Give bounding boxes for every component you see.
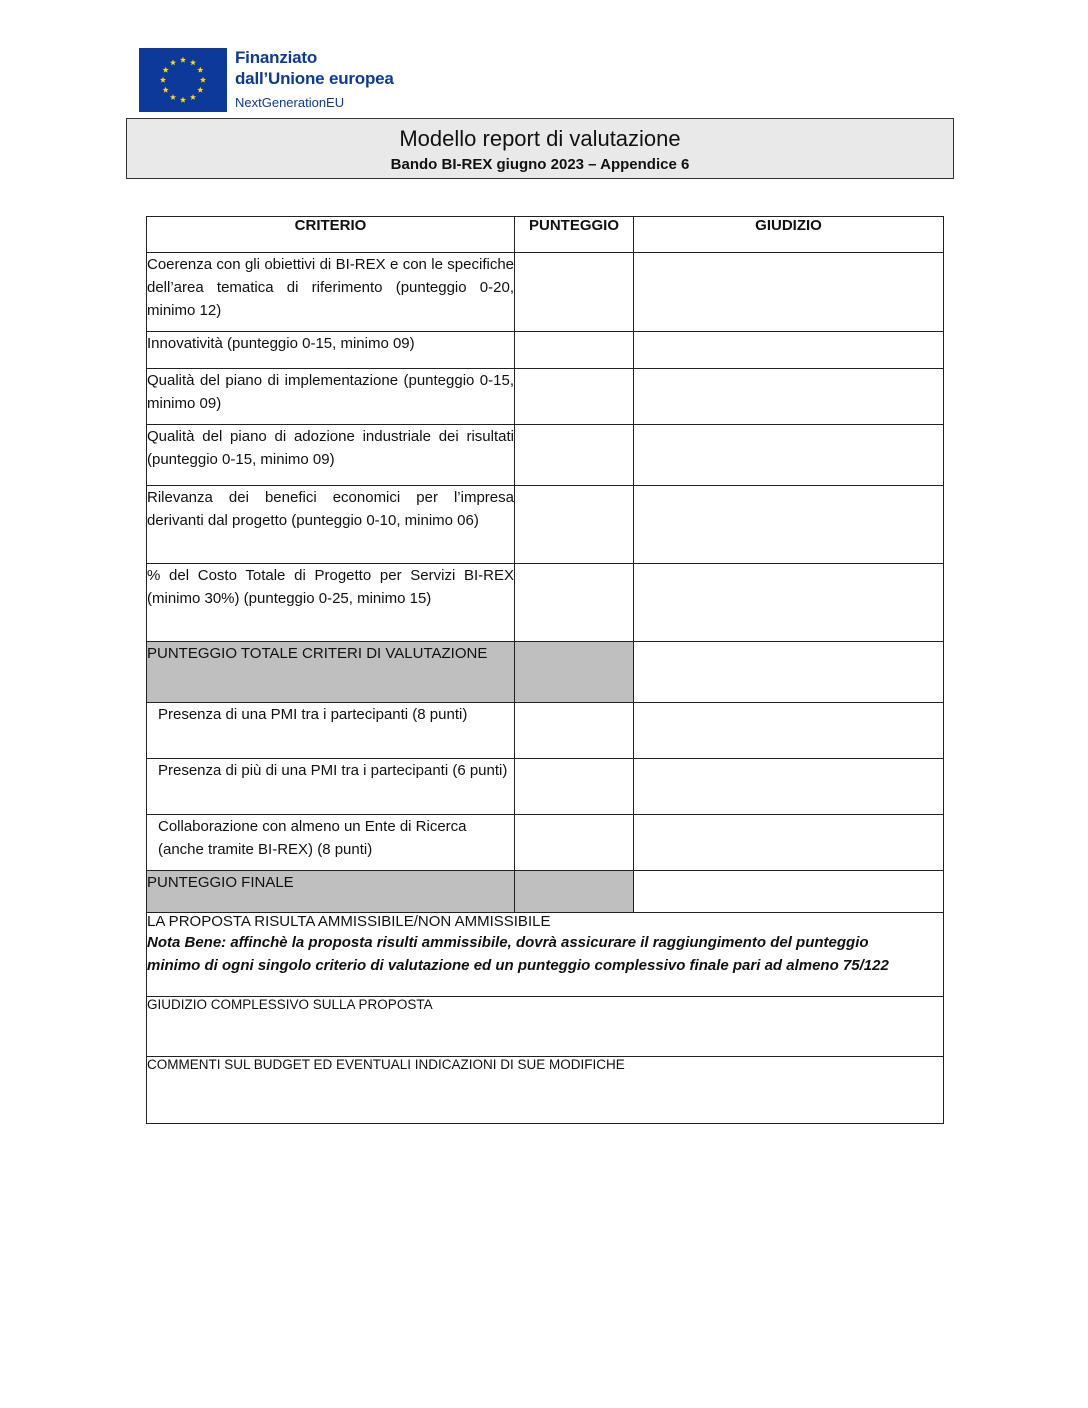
criterion-benefici-economici: Rilevanza dei benefici economici per l’impresa derivanti dal progetto (punteggio 0-10, minimo 06)	[147, 486, 515, 564]
document-header	[126, 118, 954, 179]
final-judgement-cell[interactable]	[634, 871, 944, 913]
judgement-cell[interactable]	[634, 564, 944, 642]
judgement-cell[interactable]	[634, 815, 944, 871]
judgement-cell[interactable]	[634, 425, 944, 486]
judgement-cell[interactable]	[634, 703, 944, 759]
judgement-cell[interactable]	[634, 253, 944, 332]
criterion-adozione-industriale: Qualità del piano di adozione industriale dei risultati (punteggio 0-15, minimo 09)	[147, 425, 515, 486]
budget-comments-field[interactable]	[147, 1057, 944, 1124]
note-line-2: minimo di ogni singolo criterio di valutazione ed un punteggio complessivo finale pari ad almeno 75/122	[147, 957, 889, 974]
logo-text-line2: dall’Unione europea	[235, 69, 394, 88]
judgement-cell[interactable]	[634, 486, 944, 564]
criterion-innovativita: Innovatività (punteggio 0-15, minimo 09)	[147, 332, 515, 369]
column-header-criterio: CRITERIO	[147, 217, 515, 253]
score-cell[interactable]	[515, 332, 634, 369]
final-score-label: PUNTEGGIO FINALE	[147, 871, 515, 913]
total-criteria-label: PUNTEGGIO TOTALE CRITERI DI VALUTAZIONE	[147, 642, 515, 703]
eu-funding-logo	[139, 48, 459, 114]
overall-judgement-field[interactable]	[147, 997, 944, 1057]
total-score-cell-shaded	[515, 642, 634, 703]
score-cell[interactable]	[515, 253, 634, 332]
column-header-giudizio: GIUDIZIO	[634, 217, 944, 253]
score-cell[interactable]	[515, 703, 634, 759]
document-subtitle: Bando BI-REX giugno 2023 – Appendice 6	[390, 156, 690, 173]
admissibility-verdict: LA PROPOSTA RISULTA AMMISSIBILE/NON AMMISSIBILE	[147, 913, 551, 930]
bonus-ente-ricerca: Collaborazione con almeno un Ente di Ricerca (anche tramite BI-REX) (8 punti)	[147, 815, 515, 871]
score-cell[interactable]	[515, 369, 634, 425]
score-cell[interactable]	[515, 759, 634, 815]
overall-judgement-label: GIUDIZIO COMPLESSIVO SULLA PROPOSTA	[147, 997, 433, 1012]
document-title: Modello report di valutazione	[399, 126, 681, 151]
bonus-pmi: Presenza di una PMI tra i partecipanti (8 punti)	[147, 703, 515, 759]
evaluation-table	[146, 216, 944, 1124]
total-judgement-cell[interactable]	[634, 642, 944, 703]
final-score-cell-shaded	[515, 871, 634, 913]
eu-flag-icon	[139, 48, 227, 112]
column-header-punteggio: PUNTEGGIO	[515, 217, 634, 253]
judgement-cell[interactable]	[634, 369, 944, 425]
admissibility-section[interactable]	[147, 913, 944, 997]
logo-text-line3: NextGenerationEU	[235, 95, 345, 110]
judgement-cell[interactable]	[634, 759, 944, 815]
criterion-coerenza: Coerenza con gli obiettivi di BI-REX e con le specifiche dell’area tematica di riferimento (punteggio 0-20, minimo 12)	[147, 253, 515, 332]
criterion-costo-servizi: % del Costo Totale di Progetto per Servizi BI-REX (minimo 30%) (punteggio 0-25, minimo 15)	[147, 564, 515, 642]
score-cell[interactable]	[515, 815, 634, 871]
logo-text-line1: Finanziato	[235, 48, 318, 67]
bonus-piu-pmi: Presenza di più di una PMI tra i partecipanti (6 punti)	[147, 759, 515, 815]
budget-comments-label: COMMENTI SUL BUDGET ED EVENTUALI INDICAZIONI DI SUE MODIFICHE	[147, 1057, 625, 1072]
score-cell[interactable]	[515, 486, 634, 564]
criterion-piano-implementazione: Qualità del piano di implementazione (punteggio 0-15, minimo 09)	[147, 369, 515, 425]
note-line-1: Nota Bene: affinchè la proposta risulti ammissibile, dovrà assicurare il raggiungimento del punteggio	[147, 934, 869, 951]
score-cell[interactable]	[515, 425, 634, 486]
judgement-cell[interactable]	[634, 332, 944, 369]
score-cell[interactable]	[515, 564, 634, 642]
